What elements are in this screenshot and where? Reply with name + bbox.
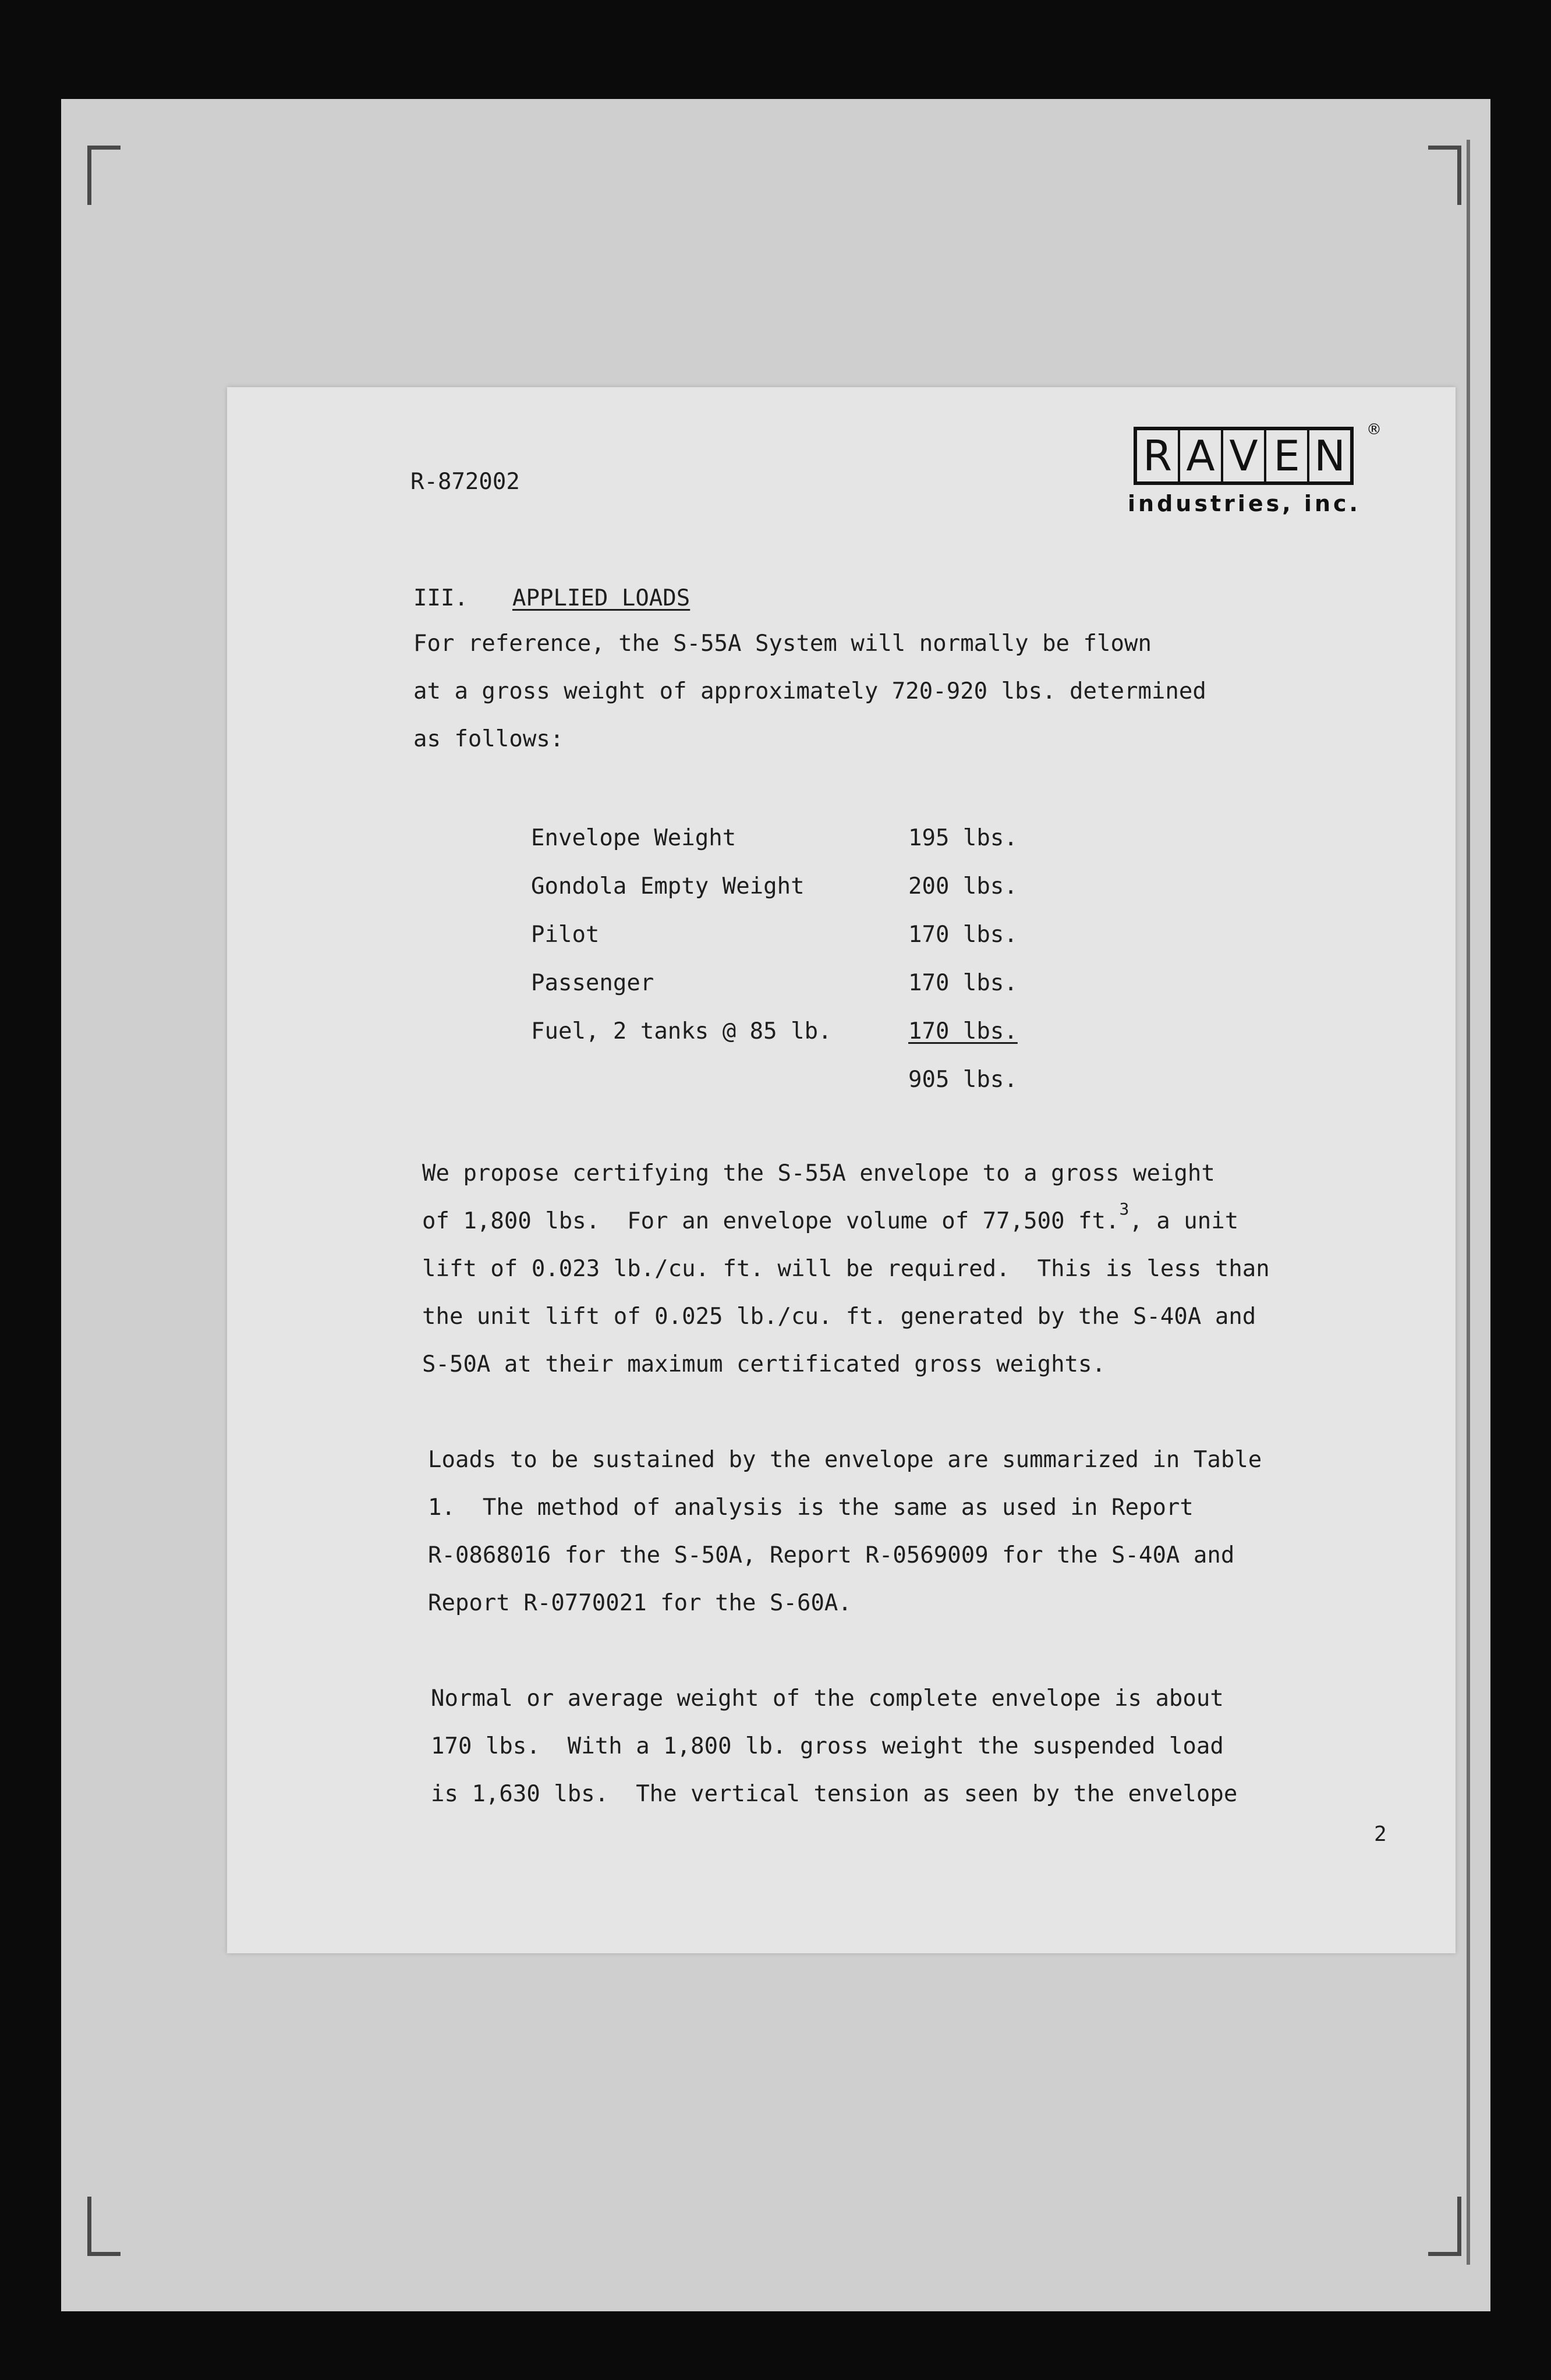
logo-letter: N (1314, 431, 1345, 480)
weight-value: 170 lbs. (908, 1018, 1018, 1044)
paragraph-line: Loads to be sustained by the envelope are summarized in Table (428, 1447, 1262, 1473)
weight-total: 905 lbs. (908, 1067, 1018, 1093)
crop-mark-bottom-left (87, 2197, 121, 2256)
section-title: APPLIED LOADS (512, 585, 690, 611)
weight-label: Passenger (531, 970, 654, 996)
logo-letter: A (1180, 430, 1223, 481)
weight-label: Pilot (531, 922, 600, 948)
weight-value: 170 lbs. (908, 922, 1018, 948)
weight-label: Envelope Weight (531, 825, 736, 851)
crop-mark-bottom-right (1428, 2197, 1461, 2256)
intro-line: at a gross weight of approximately 720-920 lbs. determined (413, 678, 1206, 704)
paragraph-line: 170 lbs. With a 1,800 lb. gross weight the suspended load (431, 1733, 1224, 1759)
paragraph-line: the unit lift of 0.025 lb./cu. ft. generated by the S-40A and (422, 1304, 1256, 1330)
paragraph-line: 1. The method of analysis is the same as used in Report (428, 1494, 1194, 1521)
weight-label: Gondola Empty Weight (531, 873, 805, 899)
paragraph-line: Normal or average weight of the complete envelope is about (431, 1685, 1224, 1712)
paragraph-line: S-50A at their maximum certificated gross weights. (422, 1351, 1106, 1377)
paragraph-line: Report R-0770021 for the S-60A. (428, 1590, 852, 1616)
logo-subtitle: industries, inc. (1128, 491, 1361, 516)
paragraph-line: is 1,630 lbs. The vertical tension as seen by the envelope (431, 1781, 1238, 1807)
page-number: 2 (1374, 1822, 1387, 1846)
section-numeral: III. (413, 585, 468, 611)
weight-label: Fuel, 2 tanks @ 85 lb. (531, 1018, 832, 1044)
document-page (227, 387, 1456, 1953)
paragraph-line: We propose certifying the S-55A envelope to a gross weight (422, 1160, 1215, 1187)
crop-mark-top-right (1428, 146, 1461, 205)
logo-letter: E (1266, 430, 1309, 481)
intro-line: For reference, the S-55A System will normally be flown (413, 631, 1152, 657)
paragraph-line: lift of 0.023 lb./cu. ft. will be required. This is less than (422, 1256, 1270, 1282)
frame-edge-line (1467, 140, 1470, 2265)
paragraph-line (422, 1199, 1239, 1234)
logo-letter: R (1137, 430, 1180, 481)
weight-value: 170 lbs. (908, 970, 1018, 996)
weight-value: 200 lbs. (908, 873, 1018, 899)
weight-value: 195 lbs. (908, 825, 1018, 851)
paragraph-text: , a unit (1129, 1208, 1239, 1234)
logo-letter: V (1223, 430, 1266, 481)
paragraph-text: of 1,800 lbs. For an envelope volume of 77,500 ft. (422, 1208, 1120, 1234)
superscript: 3 (1119, 1199, 1129, 1219)
registered-mark: ® (1366, 421, 1382, 438)
paragraph-line: R-0868016 for the S-50A, Report R-0569009 for the S-40A and (428, 1542, 1235, 1568)
crop-mark-top-left (87, 146, 121, 205)
intro-line: as follows: (413, 726, 564, 752)
report-number: R-872002 (410, 469, 520, 495)
raven-logo (1134, 427, 1354, 485)
